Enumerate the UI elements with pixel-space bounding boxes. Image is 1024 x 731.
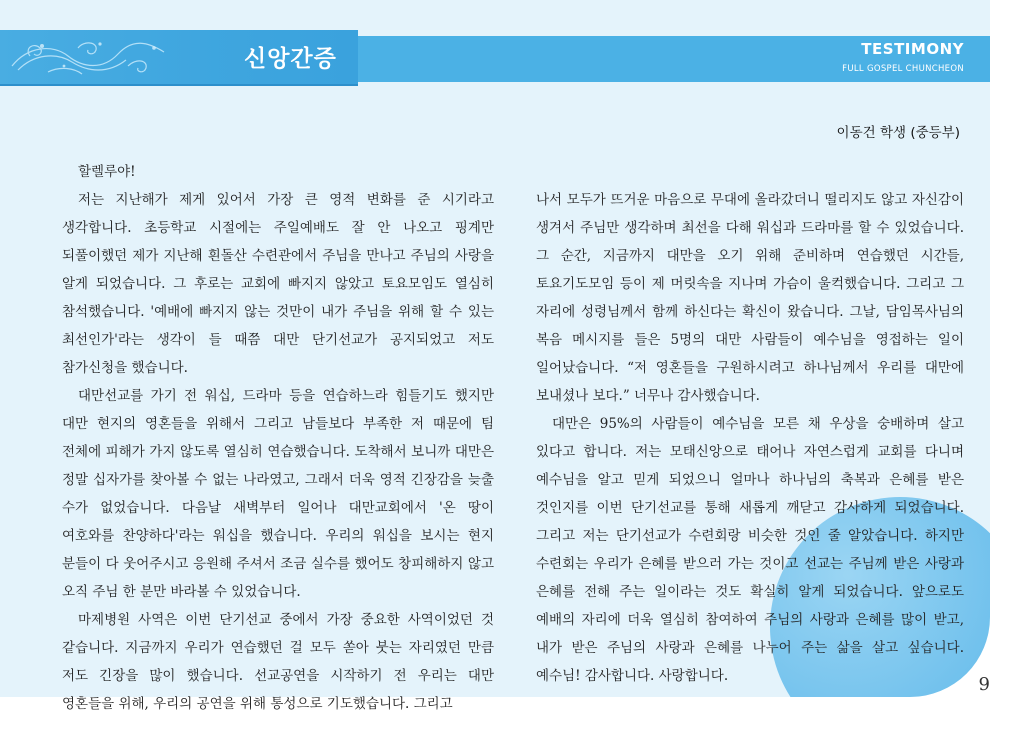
right-text-column — [536, 186, 964, 690]
section-title: 신앙간증 — [244, 46, 337, 72]
swirl-ornament-icon — [8, 36, 168, 78]
paragraph: 나서 모두가 뜨거운 마음으로 무대에 올라갔더니 떨리지도 않고 자신감이 생겨서 주님만 생각하며 최선을 다해 워십과 드라마를 할 수 있었습니다. 그 순간, 지금까지 대만을 오기 위해 준비하며 연습했던 시간들, 토요기도모임 등이 제 머릿속을 지나며 가슴이 울컥했습니다. 그리고 그 자리에 성령님께서 함께 하신다는 확신이 왔습니다. 그날, 담임목사님의 복음 메시지를 들은 5명의 대만 사람들이 예수님을 영접하는 일이 일어났습니다. “저 영혼들을 구원하시려고 하나님께서 우리를 대만에 보내셨나 보다.” 너무나 감사했습니다. — [536, 192, 964, 404]
section-title-box — [0, 30, 358, 86]
paragraph: 대만선교를 가기 전 워십, 드라마 등을 연습하느라 힘들기도 했지만 대만 현지의 영혼들을 위해서 그리고 남들보다 부족한 저 때문에 팀 전체에 피해가 가지 않도록 열심히 연습했습니다. 도착해서 보니까 대만은 정말 십자가를 찾아볼 수 없는 나라였고, 그래서 더욱 영적 긴장감을 늦출 수가 없었습니다. 다음날 새벽부터 일어나 대만교회에서 '온 땅이 여호와를 찬양하다'라는 워십을 했습니다. 우리의 워십을 보시는 현지 분들이 다 웃어주시고 응원해 주셔서 조금 실수를 했어도 창피해하지 않고 오직 주님 한 분만 바라볼 수 있었습니다. — [62, 388, 494, 600]
testimony-label: TESTIMONY — [861, 40, 964, 58]
paragraph: 할렐루야! — [78, 164, 136, 180]
paragraph: 저는 지난해가 제게 있어서 가장 큰 영적 변화를 준 시기라고 생각합니다. 초등학교 시절에는 주일예배도 잘 안 나오고 핑계만 되풀이했던 제가 지난해 흰돌산 수련관에서 주님을 만나고 주님의 사랑을 알게 되었습니다. 그 후로는 교회에 빠지지 않았고 토요모임도 열심히 참석했습니다. '예배에 빠지지 않는 것만이 내가 주님을 위해 할 수 있는 최선인가'라는 생각이 들 때쯤 대만 단기선교가 공지되었고 저도 참가신청을 했습니다. — [62, 192, 494, 376]
paragraph: 대만은 95%의 사람들이 예수님을 모른 채 우상을 숭배하며 살고 있다고 합니다. 저는 모태신앙으로 태어나 자연스럽게 교회를 다니며 예수님을 알고 믿게 되었으니 얼마나 하나님의 축복과 은혜를 받은 것인지를 이번 단기선교를 통해 새롭게 깨닫고 감사하게 되었습니다. 그리고 저는 단기선교가 수련회랑 비슷한 것인 줄 알았습니다. 하지만 수련회는 우리가 은혜를 받으러 가는 것이고 선교는 주님께 받은 사랑과 은혜를 전해 주는 일이라는 것도 확실히 알게 되었습니다. 앞으로도 예배의 자리에 더욱 열심히 참여하여 주님의 사랑과 은혜를 많이 받고, 내가 받은 주님의 사랑과 은혜를 나누어 주는 삶을 살고 싶습니다. 예수님! 감사합니다. 사랑합니다. — [536, 416, 964, 684]
left-text-column — [62, 158, 494, 718]
author-byline: 이동건 학생 (중등부) — [836, 125, 960, 141]
page-number: 9 — [978, 674, 990, 695]
paragraph: 마제병원 사역은 이번 단기선교 중에서 가장 중요한 사역이었던 것 같습니다. 지금까지 우리가 연습했던 걸 모두 쏟아 붓는 자리였던 만큼 저도 긴장을 많이 했습니다. 선교공연을 시작하기 전 우리는 대만 영혼들을 위해, 우리의 공연을 위해 통성으로 기도했습니다. 그리고 — [62, 612, 494, 712]
church-name: FULL GOSPEL CHUNCHEON — [842, 64, 964, 74]
